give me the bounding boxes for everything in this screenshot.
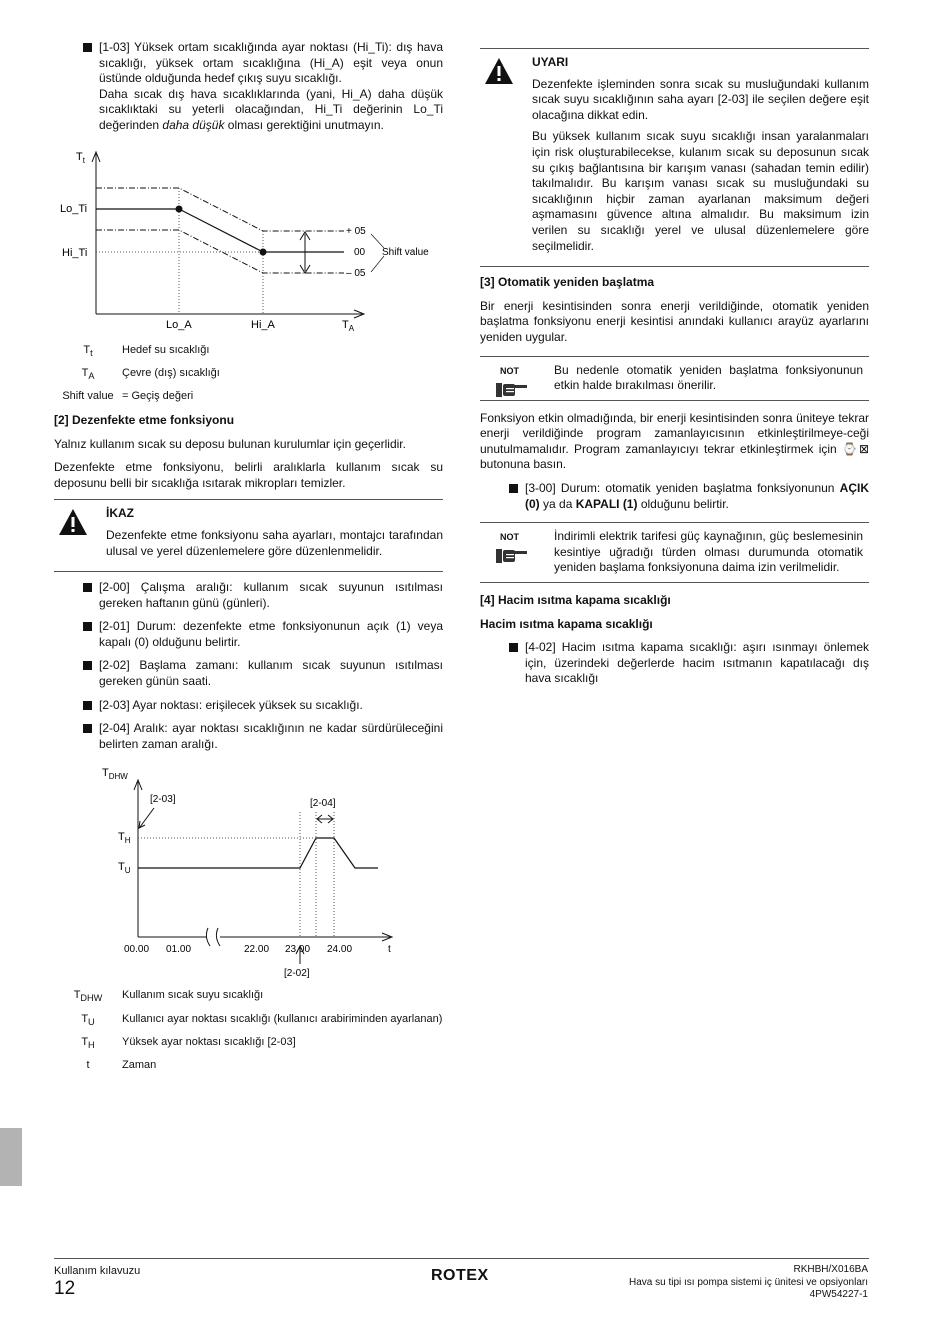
section-4-subtitle: Hacim ısıtma kapama sıcaklığı: [480, 616, 653, 631]
legend1-val-2: = Geçiş değeri: [122, 389, 194, 402]
side-tab: [0, 1128, 22, 1186]
note-1: [480, 356, 869, 401]
uyari-title: UYARI: [532, 55, 569, 69]
ikaz-title: İKAZ: [106, 506, 134, 521]
bullet-1-03: [1-03] Yüksek ortam sıcaklığında ayar noktası (Hi_Ti): dış hava sıcaklığı, yüksek ortam sıcaklığına (Hi_A) eşit veya onun üstünde olduğunda hedef çıkış suyu sıcaklığı. Daha sıcak dış hava sıcaklıklarında (yani, Hi_A) daha düşük sıcaklıktaki su yeterli olacağından, Hi_Ti değerinin Lo_Ti değerinden daha düşük olması gerektiğini unutmayın.: [54, 40, 443, 134]
chart1-zero: 00: [354, 246, 366, 258]
footer-doc-type: Kullanım kılavuzu: [54, 1265, 141, 1277]
uyari-p2: Bu yüksek kullanım sıcak suyu sıcaklığı insan yaralanmaları için risk oluşturabilecekse, kulanım sıcak su deposunun sıcak su çıkış bağlantısına bir karışım vanası (sahadan temin edilir) takılmalıdır. Bu karışım vanası sıcak su musluğundaki su sıcaklığının hiçbir zaman ayarlanan maksimum değeri aşmamasını güvence altına almalıdır. Bu maksimum izin verilen su sıcaklığı yerel ve ulusal düzenlemelere göre seçilmelidir.: [532, 129, 869, 253]
legend-chart2: [54, 988, 443, 1072]
footer-rule: [54, 1258, 869, 1259]
bullet-3-00: [3-00] Durum: otomatik yeniden başlatma fonksiyonunun AÇIK (0) ya da KAPALI (1) olduğunu belirtir.: [480, 481, 869, 512]
legend2-val-2: Yüksek ayar noktası sıcaklığı [2-03]: [122, 1035, 296, 1048]
section-3-title: [3] Otomatik yeniden başlatma: [480, 275, 655, 290]
pointing-hand-icon: [494, 379, 528, 399]
note-2-text: İndirimli elektrik tarifesi güç kaynağının, güç beslemesinin kesintiye uğradığı türden olması durumunda otomatik yeniden başlama fonksiyonuna daima izin verilmelidir.: [554, 529, 863, 575]
chart1-lo-ti: Lo_Ti: [60, 202, 88, 215]
bullet-4-02: [4-02] Hacim ısıtma kapama sıcaklığı: aşırı ısınmayı önlemek için, üzerindeki değerlerde hacim ısıtmanın kapatılacağı dış hava sıcaklığı: [480, 640, 869, 687]
legend2-key-2: $T_H$: [81, 1035, 95, 1050]
legend2-key-0: $T_{DHW}$: [73, 989, 103, 1004]
chart2-y-label: $T_{DHW}$: [102, 767, 128, 782]
bullet-2-01: [2-01] Durum: dezenfekte etme fonksiyonunun açık (1) veya kapalı (0) olduğunu belirtir.: [54, 619, 443, 650]
chart1-plus: + 05: [346, 225, 366, 237]
shift-value-chart: [54, 142, 443, 337]
section-2-p2: Dezenfekte etme fonksiyonu, belirli aralıklarla kullanım sıcak su deposunu belli bir sıcaklığa ısıtarak mikropları temizler.: [54, 460, 443, 490]
chart1-hi-ti: Hi_Ti: [62, 246, 88, 259]
disinfection-timing-chart: [54, 764, 443, 984]
uyari-callout: [480, 48, 869, 267]
chart2-tick-2300: 23.00: [285, 944, 311, 956]
chart1-shift-value: Shift value: [382, 246, 429, 258]
chart2-tick-2400: 24.00: [327, 944, 353, 956]
legend2-val-1: Kullanıcı ayar noktası sıcaklığı (kullanıcı arabiriminden ayarlanan): [122, 1012, 443, 1025]
legend2-val-0: Kullanım sıcak suyu sıcaklığı: [122, 989, 264, 1002]
chart2-label-2-03: [2-03]: [150, 794, 176, 806]
left-column: [54, 40, 443, 1082]
note-2: [480, 522, 869, 583]
footer-desc: Hava su tipi ısı pompa sistemi iç ünitesi ve opsiyonları: [629, 1276, 868, 1288]
legend2-key-3: t: [86, 1059, 90, 1071]
page-number: 12: [54, 1278, 76, 1299]
section-3-p1: Bir enerji kesintisinden sonra enerji verildiğinde, otomatik yeniden başlatma fonksiyonu enerji kesintisi anındaki kullanıcı arayüz ayarlarını yeniden uygular.: [480, 298, 869, 344]
chart2-tick-t: t: [388, 944, 391, 956]
chart2-tick-0100: 01.00: [166, 944, 192, 956]
chart1-hi-a: Hi_A: [251, 318, 275, 331]
bullet-2-03: [2-03] Ayar noktası: erişilecek yüksek su sıcaklığı.: [54, 698, 443, 714]
chart2-tick-0000: 00.00: [124, 944, 150, 956]
legend1-val-1: Çevre (dış) sıcaklığı: [122, 366, 220, 379]
right-column: [480, 48, 869, 695]
legend2-key-1: $T_U$: [81, 1012, 95, 1027]
note-label: NOT: [500, 532, 519, 543]
point-lo: [176, 205, 183, 212]
footer-code: 4PW54227-1: [809, 1289, 868, 1300]
footer-right: [629, 1264, 868, 1302]
bullet-2-00: [2-00] Çalışma aralığı: kullanım sıcak suyunun ısıtılması gereken haftanın günü (günleri).: [54, 580, 443, 611]
section-4-title: [4] Hacim ısıtma kapama sıcaklığı: [480, 593, 671, 608]
legend1-val-0: Hedef su sıcaklığı: [122, 343, 210, 356]
chart1-minus: – 05: [346, 267, 366, 279]
footer-left: [54, 1265, 140, 1300]
legend1-key-0: $T_t$: [83, 343, 93, 358]
bullet-2-04: [2-04] Aralık: ayar noktası sıcaklığının ne kadar sürdürüleceğini belirten zaman aralığı.: [54, 721, 443, 752]
chart2-th: $T_H$: [118, 831, 131, 846]
chart2-label-2-02: [2-02]: [284, 968, 310, 980]
chart2-tick-2200: 22.00: [244, 944, 270, 956]
brand-logo: ROTEX: [431, 1267, 489, 1284]
bullet-2-02: [2-02] Başlama zamanı: kullanım sıcak suyunun ısıtılması gereken günün saati.: [54, 658, 443, 689]
note-1-text: Bu nedenle otomatik yeniden başlatma fonksiyonunun etkin halde bırakılması önerilir.: [554, 362, 863, 393]
legend1-key-1: $T_A$: [81, 366, 95, 381]
section-2-p1: Yalnız kullanım sıcak su deposu bulunan kurulumlar için geçerlidir.: [54, 436, 406, 451]
section-2-title: [2] Dezenfekte etme fonksiyonu: [54, 412, 235, 427]
section-3-p2: Fonksiyon etkin olmadığında, bir enerji kesintisinden sonra üniteye tekrar enerji verildiğinde program zamanlayıcısının etkinleştirilmeye-ceği unutulmamalıdır. Program zamanlayıcıyı tekrar etkinleştirmek için ⌚⊠ butonuna basın.: [480, 410, 869, 472]
chart1-lo-a: Lo_A: [166, 318, 192, 331]
footer-model: RKHBH/X016BA: [793, 1264, 868, 1275]
chart1-x-label: $T_A$: [342, 318, 355, 333]
point-hi: [260, 248, 267, 255]
chart2-label-2-04: [2-04]: [310, 798, 336, 810]
pointing-hand-icon: [494, 545, 528, 565]
ikaz-text: Dezenfekte etme fonksiyonu saha ayarları, montajcı tarafından ulusal ve yerel düzenlemelere göre düzenlenmelidir.: [106, 527, 443, 558]
uyari-p1: Dezenfekte işleminden sonra sıcak su musluğundaki kullanım sıcak suyu sıcaklığının saha ayarı [2-03] ile seçilen değere eşit olacağına dikkat edin.: [532, 76, 869, 122]
legend-chart1: [54, 343, 443, 403]
legend2-val-3: Zaman: [122, 1059, 157, 1071]
ikaz-callout: [54, 499, 443, 572]
legend1-key-2: Shift value: [62, 389, 114, 402]
warning-triangle-icon: [58, 508, 88, 536]
timer-button-icon: ⌚⊠: [842, 441, 869, 456]
chart1-y-label: $T_t$: [76, 150, 85, 165]
chart2-tu: $T_U$: [118, 861, 131, 876]
warning-triangle-icon: [484, 57, 514, 85]
note-label: NOT: [500, 365, 519, 376]
